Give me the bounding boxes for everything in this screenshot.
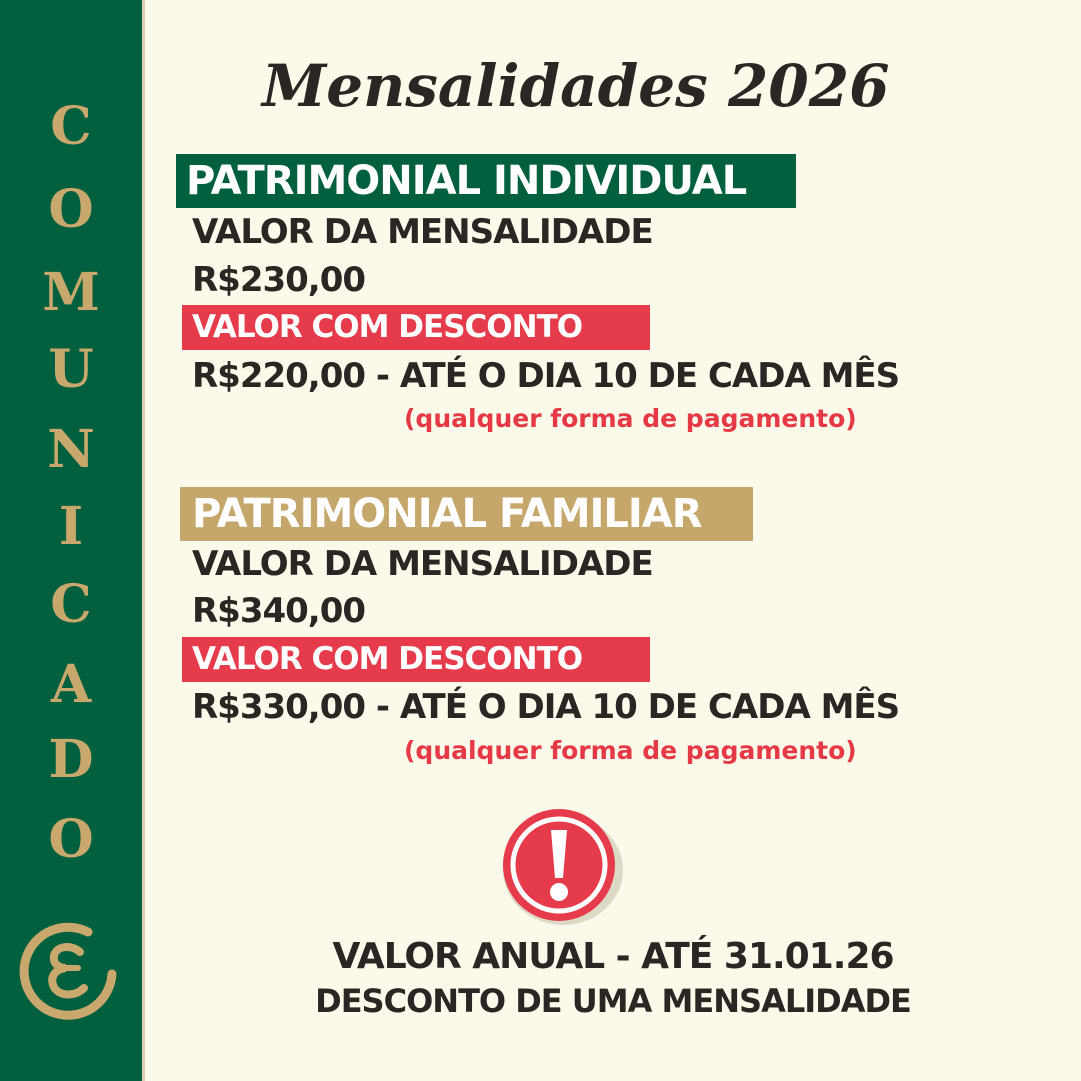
- discount-label: VALOR COM DESCONTO: [182, 305, 650, 350]
- payment-note: (qualquer forma de pagamento): [404, 404, 857, 433]
- annual-value-line: VALOR ANUAL - ATÉ 31.01.26: [332, 936, 894, 977]
- sidebar-letter: C: [50, 574, 92, 635]
- sidebar-letter: U: [48, 339, 94, 400]
- monthly-price: R$230,00: [192, 260, 366, 300]
- sidebar-letter: C: [50, 96, 92, 157]
- annual-discount-line: DESCONTO DE UMA MENSALIDADE: [315, 982, 911, 1020]
- sidebar-border: [142, 0, 145, 1081]
- section-heading-familiar: PATRIMONIAL FAMILIAR: [180, 487, 753, 541]
- page-title: Mensalidades 2026: [262, 52, 890, 120]
- monthly-price: R$340,00: [192, 591, 366, 631]
- sidebar: [0, 0, 142, 1081]
- sidebar-letter: O: [48, 179, 94, 240]
- monthly-value-label: VALOR DA MENSALIDADE: [192, 212, 653, 252]
- discount-line: R$220,00 - ATÉ O DIA 10 DE CADA MÊS: [192, 356, 900, 396]
- sidebar-letter: O: [48, 809, 94, 870]
- payment-note: (qualquer forma de pagamento): [404, 736, 857, 765]
- sidebar-letter: N: [47, 419, 95, 480]
- sidebar-letter: I: [58, 496, 84, 557]
- sidebar-letter: D: [48, 729, 94, 790]
- section-heading-individual: PATRIMONIAL INDIVIDUAL: [176, 154, 796, 208]
- exclamation-icon: [497, 808, 625, 926]
- sidebar-letter: A: [50, 654, 92, 715]
- monthly-value-label: VALOR DA MENSALIDADE: [192, 544, 653, 584]
- sidebar-letter: M: [42, 262, 100, 323]
- discount-label: VALOR COM DESCONTO: [182, 637, 650, 682]
- discount-line: R$330,00 - ATÉ O DIA 10 DE CADA MÊS: [192, 687, 900, 727]
